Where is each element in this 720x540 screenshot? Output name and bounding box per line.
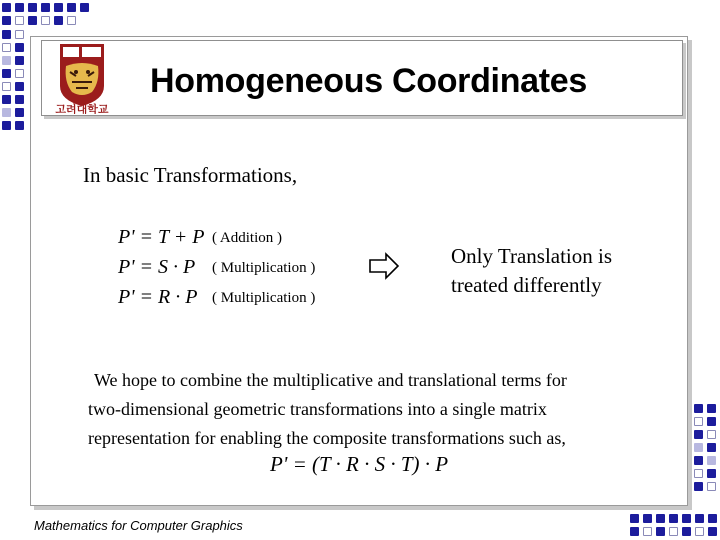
decor-square	[707, 430, 716, 439]
decor-square	[15, 95, 24, 104]
decor-square	[2, 3, 11, 12]
paragraph-line-2: two-dimensional geometric transformations into a single matrix	[88, 399, 547, 419]
decor-square	[694, 469, 703, 478]
decor-square	[708, 527, 717, 536]
logo-text: 고려대학교	[55, 103, 109, 114]
decor-square	[54, 16, 63, 25]
equation-translation: P' = T + P	[118, 226, 205, 248]
korea-university-logo	[46, 42, 118, 114]
decor-square	[41, 3, 50, 12]
explanation-paragraph	[88, 366, 648, 453]
decor-square	[15, 16, 24, 25]
equation-note-multiplication-1: ( Multiplication )	[212, 260, 316, 276]
decor-square	[15, 108, 24, 117]
decor-square	[643, 527, 652, 536]
decor-square	[2, 121, 11, 130]
decor-square	[708, 514, 717, 523]
decor-square	[2, 108, 11, 117]
decor-square	[2, 56, 11, 65]
decor-square	[694, 430, 703, 439]
decor-square	[80, 3, 89, 12]
decor-square	[15, 3, 24, 12]
decor-square	[15, 43, 24, 52]
decor-square	[2, 69, 11, 78]
translation-note	[451, 242, 671, 300]
decor-square	[67, 16, 76, 25]
decor-square	[2, 30, 11, 39]
decor-square	[67, 3, 76, 12]
decor-square	[694, 417, 703, 426]
paragraph-line-1: We hope to combine the multiplicative and translational terms for	[94, 370, 567, 390]
decor-square	[15, 121, 24, 130]
decor-square	[682, 514, 691, 523]
decor-square	[2, 43, 11, 52]
decor-square	[695, 527, 704, 536]
decor-square	[694, 456, 703, 465]
decor-square	[2, 16, 11, 25]
decor-square	[656, 514, 665, 523]
decor-square	[15, 82, 24, 91]
decor-square	[630, 514, 639, 523]
decor-square	[707, 443, 716, 452]
decor-square	[682, 527, 691, 536]
translation-note-line-1: Only Translation is	[451, 244, 613, 268]
equation-note-multiplication-2: ( Multiplication )	[212, 290, 316, 306]
decor-square	[694, 404, 703, 413]
decor-square	[656, 527, 665, 536]
equation-scaling: P' = S · P	[118, 256, 196, 278]
equation-rotation: P' = R · P	[118, 286, 198, 308]
decor-square	[707, 404, 716, 413]
intro-text: In basic Transformations,	[83, 163, 298, 187]
hollow-right-arrow-icon	[368, 252, 400, 280]
decor-square	[2, 95, 11, 104]
decor-square	[695, 514, 704, 523]
slide-title: Homogeneous Coordinates	[150, 62, 588, 100]
decor-square	[15, 69, 24, 78]
decor-square	[694, 482, 703, 491]
decor-square	[669, 527, 678, 536]
translation-note-line-2: treated differently	[451, 273, 602, 297]
decor-square	[630, 527, 639, 536]
decor-square	[707, 417, 716, 426]
footer-text: Mathematics for Computer Graphics	[34, 518, 243, 533]
decor-square	[707, 482, 716, 491]
decor-square	[41, 16, 50, 25]
composite-formula: P' = (T · R · S · T) · P	[270, 452, 449, 476]
decor-square	[28, 3, 37, 12]
decor-square	[54, 3, 63, 12]
decor-square	[707, 456, 716, 465]
equation-note-addition: ( Addition )	[212, 230, 282, 246]
decor-square	[15, 30, 24, 39]
decor-square	[643, 514, 652, 523]
decor-square	[15, 56, 24, 65]
decor-square	[28, 16, 37, 25]
decor-square	[669, 514, 678, 523]
decor-square	[694, 443, 703, 452]
decor-square	[707, 469, 716, 478]
decor-square	[2, 82, 11, 91]
paragraph-line-3: representation for enabling the composite transformations such as,	[88, 428, 566, 448]
